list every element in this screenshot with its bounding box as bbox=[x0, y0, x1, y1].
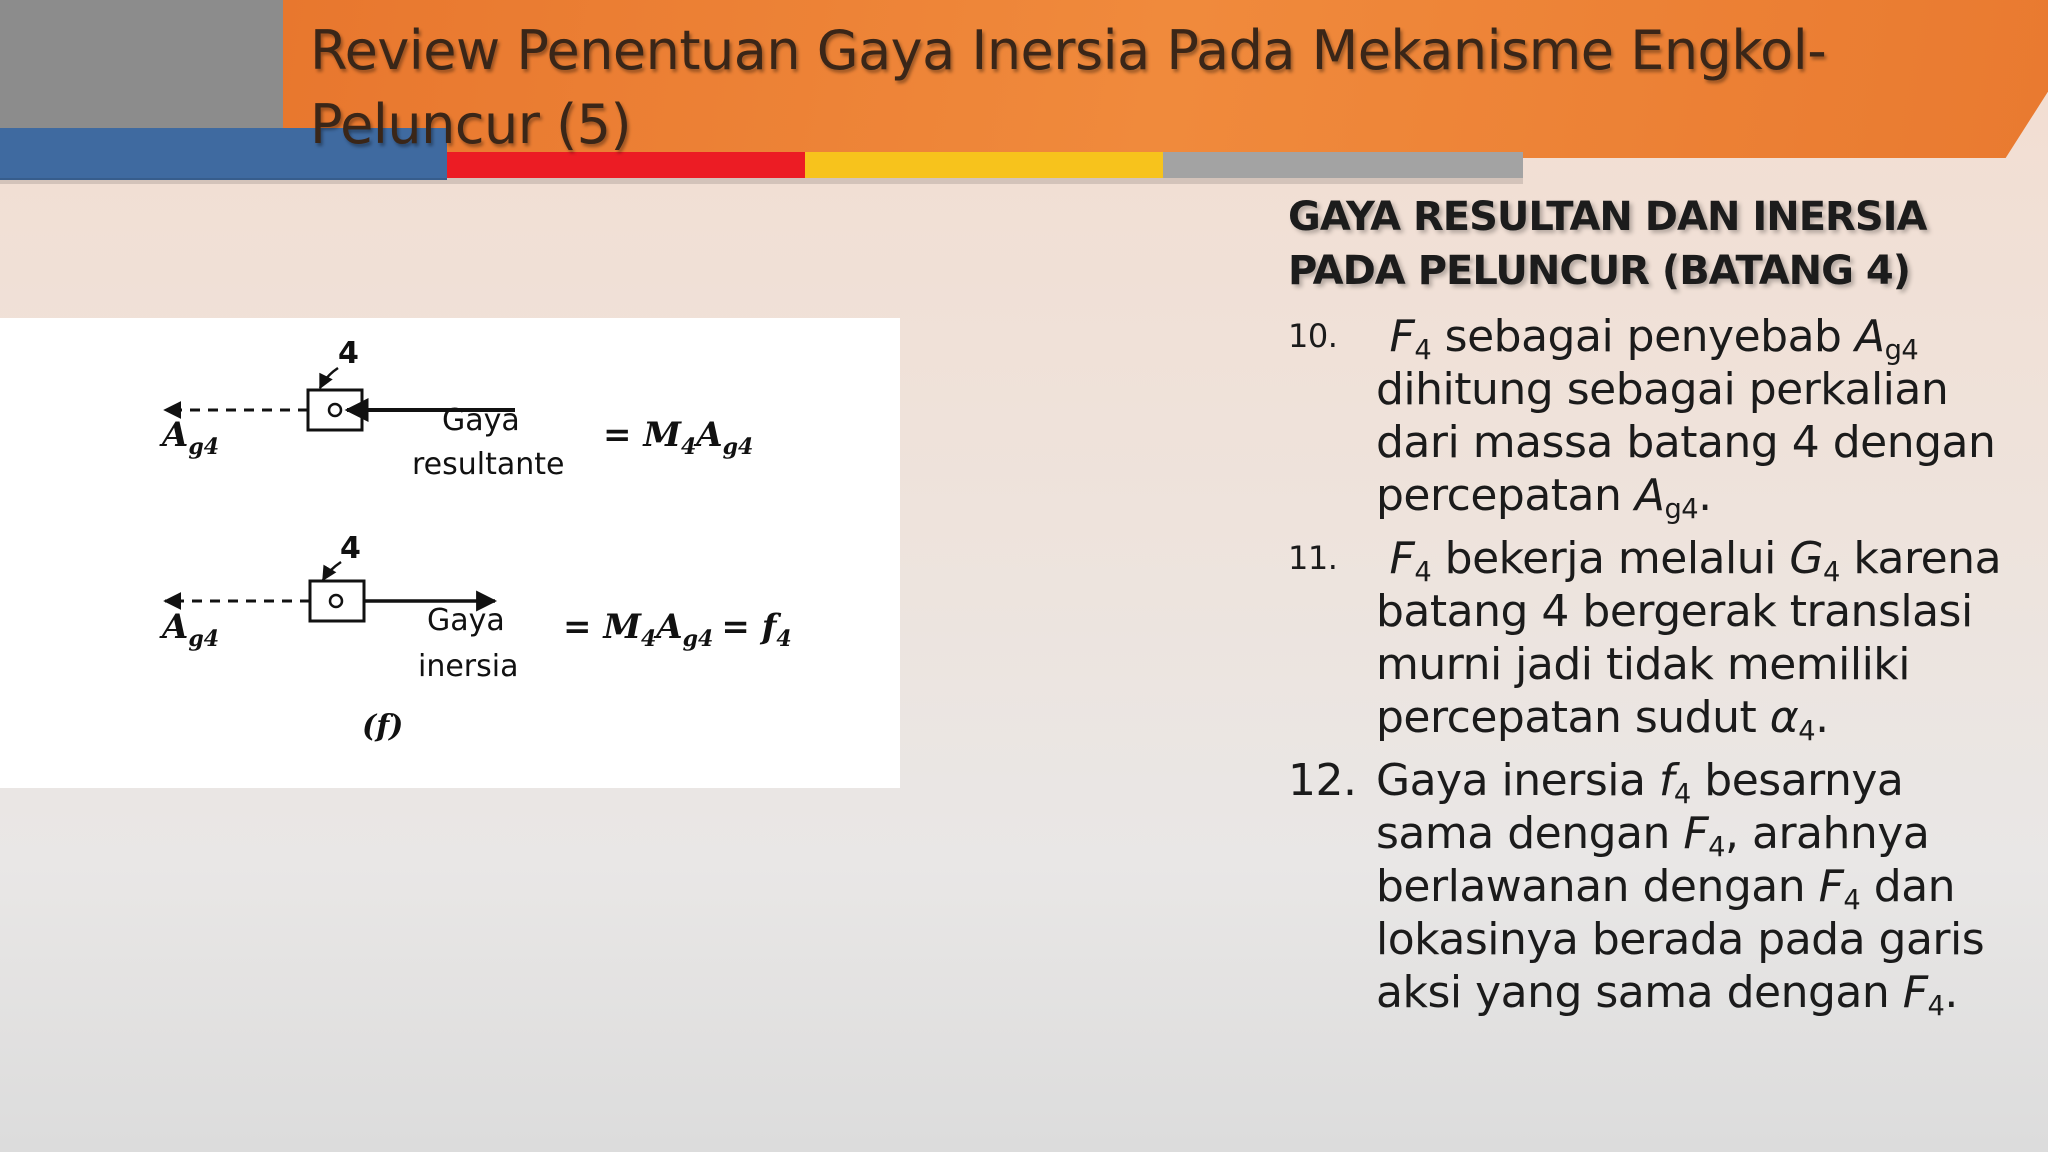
force-label-line1: Gaya bbox=[442, 403, 520, 438]
item-number: 12. bbox=[1288, 755, 1357, 806]
list-item-10 bbox=[1288, 310, 2028, 526]
force-equation: = $M_4A_{g4}$ bbox=[603, 415, 754, 460]
item-text: $F_4$ sebagai penyebab $A_{g4}$ dihitung sebagai perkalian dari massa batang 4 dengan percepatan $A_{g4}$. bbox=[1376, 311, 1996, 526]
force-label-line2: resultante bbox=[412, 447, 565, 482]
force-label-line2: inersia bbox=[418, 649, 519, 684]
block-pin bbox=[330, 595, 342, 607]
item-text: Gaya inersia $f_4$ besarnya sama dengan $F_4$, arahnya berlawanan dengan $F_4$ dan lokasinya berada pada garis aksi yang sama dengan $F_4$. bbox=[1376, 755, 1985, 1023]
accel-label: $A_{g4}$ bbox=[162, 415, 220, 460]
item-number: 11. bbox=[1288, 539, 1338, 577]
explanation-panel bbox=[1288, 190, 2028, 1029]
resultant-force-row bbox=[159, 336, 753, 482]
force-equation: = $M_4A_{g4} = f_4$ bbox=[563, 607, 792, 652]
block-number: 4 bbox=[340, 531, 361, 566]
force-label-line1: Gaya bbox=[427, 603, 505, 638]
accel-label: $A_{g4}$ bbox=[162, 607, 220, 652]
header-gray-block bbox=[0, 0, 290, 130]
block-pin bbox=[329, 404, 341, 416]
block-number: 4 bbox=[338, 336, 359, 371]
leader-line bbox=[323, 562, 341, 580]
force-diagram bbox=[0, 318, 900, 788]
heading-line-2: PADA PELUNCUR (BATANG 4) bbox=[1288, 248, 1911, 294]
slide-title: Review Penentuan Gaya Inersia Pada Mekanisme Engkol-Peluncur (5) bbox=[310, 19, 1827, 156]
stripe-shadow bbox=[0, 178, 1523, 184]
item-number: 10. bbox=[1288, 317, 1338, 355]
panel-heading bbox=[1288, 190, 2028, 298]
item-text: $F_4$ bekerja melalui $G_4$ karena batang 4 bergerak translasi murni jadi tidak memiliki percepatan sudut $\alpha_4$. bbox=[1376, 533, 2002, 748]
leader-line bbox=[320, 368, 338, 388]
mechanism-figure bbox=[0, 318, 900, 788]
list-item-12 bbox=[1288, 754, 2028, 1023]
figure-caption: (f) bbox=[362, 709, 404, 744]
list-item-11 bbox=[1288, 532, 2028, 748]
inertia-force-row bbox=[159, 531, 792, 744]
heading-line-1: GAYA RESULTAN DAN INERSIA bbox=[1288, 194, 1927, 240]
